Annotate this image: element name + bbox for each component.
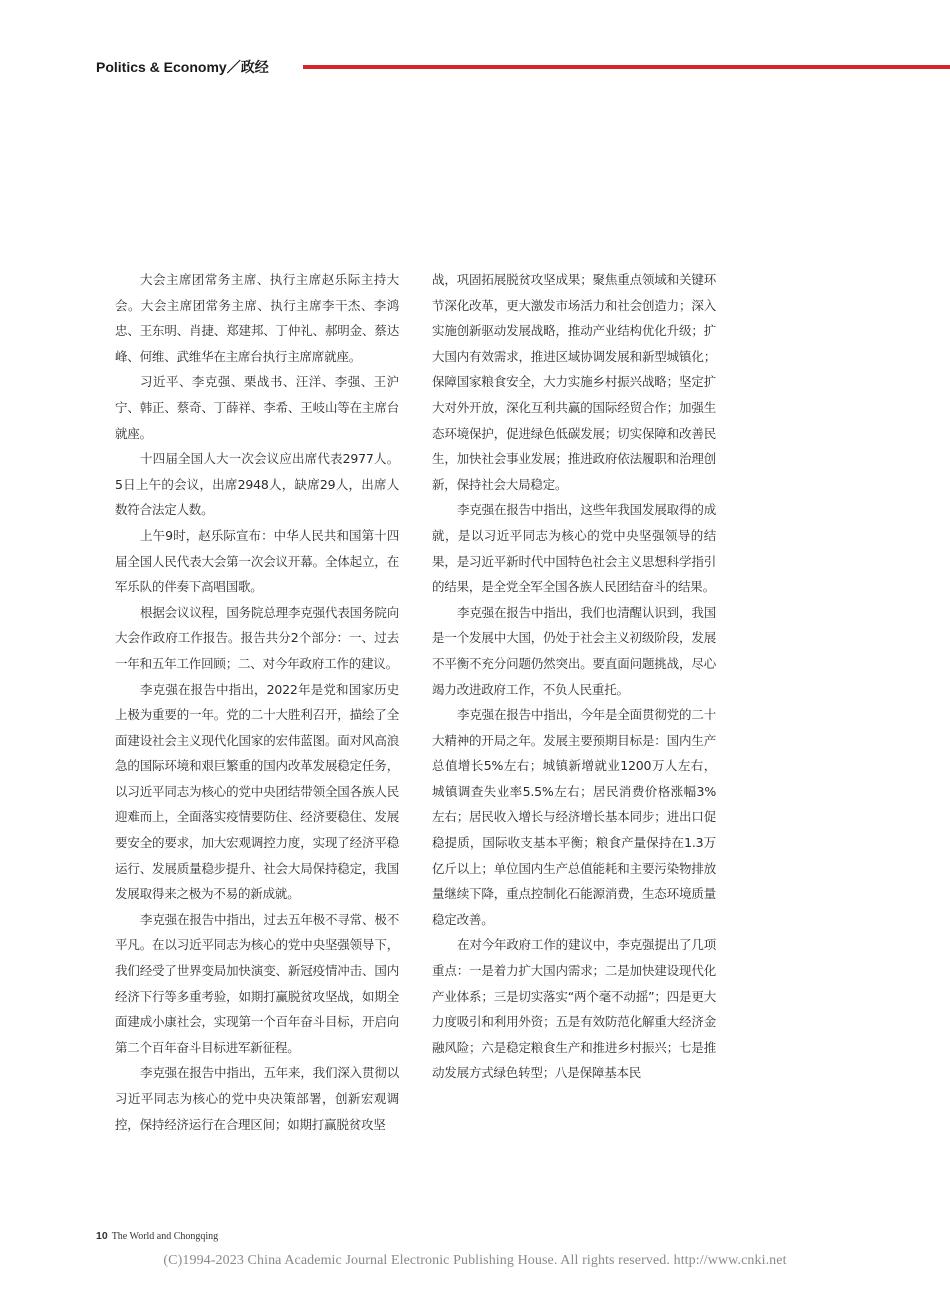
paragraph: 李克强在报告中指出，2022年是党和国家历史上极为重要的一年。党的二十大胜利召开，描绘了全面建设社会主义现代化国家的宏伟蓝图。面对风高浪急的国际环境和艰巨繁重的国内改革发展稳定任务，以习近平同志为核心的党中央团结带领全国各族人民迎难而上，全面落实疫情要防住、经济要稳住、发展要安全的要求，加大宏观调控力度，实现了经济平稳运行、发展质量稳步提升、社会大局保持稳定，我国发展取得来之极为不易的新成就。 [115,681,399,902]
paragraph: 习近平、李克强、栗战书、汪洋、李强、王沪宁、韩正、蔡奇、丁薛祥、李希、王岐山等在主席台就座。 [115,374,399,441]
paragraph: 李克强在报告中指出，这些年我国发展取得的成就，是以习近平同志为核心的党中央坚强领导的结果，是习近平新时代中国特色社会主义思想科学指引的结果，是全党全军全国各族人民团结奋斗的结果。 [432,502,716,595]
paragraph: 李克强在报告中指出，今年是全面贯彻党的二十大精神的开局之年。发展主要预期目标是：国内生产总值增长5%左右；城镇新增就业1200万人左右，城镇调查失业率5.5%左右；居民消费价格涨幅3%左右；居民收入增长与经济增长基本同步；进出口促稳提质，国际收支基本平衡；粮食产量保持在1.3万亿斤以上；单位国内生产总值能耗和主要污染物排放量继续下降，重点控制化石能源消费，生态环境质量稳定改善。 [432,707,716,927]
paragraph: 李克强在报告中指出，五年来，我们深入贯彻以习近平同志为核心的党中央决策部署，创新宏观调控，保持经济运行在合理区间；如期打赢脱贫攻坚 [115,1065,399,1132]
paragraph: 根据会议议程，国务院总理李克强代表国务院向大会作政府工作报告。报告共分2个部分：一、过去一年和五年工作回顾；二、对今年政府工作的建议。 [115,604,399,671]
paragraph-continuation: 战，巩固拓展脱贫攻坚成果；聚焦重点领域和关键环节深化改革，更大激发市场活力和社会创造力；深入实施创新驱动发展战略，推动产业结构优化升级；扩大国内有效需求，推进区域协调发展和新型城镇化；保障国家粮食安全，大力实施乡村振兴战略；坚定扩大对外开放，深化互利共赢的国际经贸合作；加强生态环境保护，促进绿色低碳发展；切实保障和改善民生，加快社会事业发展；推进政府依法履职和治理创新，保持社会大局稳定。 [432,272,716,492]
section-title: Politics & Economy／政经 [96,59,269,75]
publication-name: The World and Chongqing [111,1231,219,1242]
paragraph: 李克强在报告中指出，过去五年极不寻常、极不平凡。在以习近平同志为核心的党中央坚强领导下，我们经受了世界变局加快演变、新冠疫情冲击、国内经济下行等多重考验，如期打赢脱贫攻坚战，如期全面建成小康社会，实现第一个百年奋斗目标，开启向第二个百年奋斗目标进军新征程。 [115,911,399,1055]
article-column-right [432,267,716,1086]
article-column-left [115,267,399,1137]
paragraph: 十四届全国人大一次会议应出席代表2977人。5日上午的会议，出席2948人，缺席29人，出席人数符合法定人数。 [115,451,399,518]
paragraph: 李克强在报告中指出，我们也清醒认识到，我国是一个发展中大国，仍处于社会主义初级阶段，发展不平衡不充分问题仍然突出。要直面问题挑战，尽心竭力改进政府工作，不负人民重托。 [432,604,716,697]
paragraph: 在对今年政府工作的建议中，李克强提出了几项重点：一是着力扩大国内需求；二是加快建设现代化产业体系；三是切实落实“两个毫不动摇”；四是更大力度吸引和利用外资；五是有效防范化解重大经济金融风险；六是稳定粮食生产和推进乡村振兴；七是推动发展方式绿色转型；八是保障基本民 [432,937,716,1081]
paragraph: 大会主席团常务主席、执行主席赵乐际主持大会。大会主席团常务主席、执行主席李干杰、李鸿忠、王东明、肖捷、郑建邦、丁仲礼、郝明金、蔡达峰、何维、武维华在主席台执行主席席就座。 [115,272,399,364]
header-red-rule [303,65,950,69]
page-number: 10 [96,1230,108,1242]
page-folio [96,1229,218,1244]
copyright-notice: (C)1994-2023 China Academic Journal Electronic Publishing House. All rights reserved. http://www.cnki.net [163,1253,787,1268]
paragraph: 上午9时，赵乐际宣布：中华人民共和国第十四届全国人民代表大会第一次会议开幕。全体起立，在军乐队的伴奏下高唱国歌。 [115,527,399,595]
section-header [96,58,950,78]
